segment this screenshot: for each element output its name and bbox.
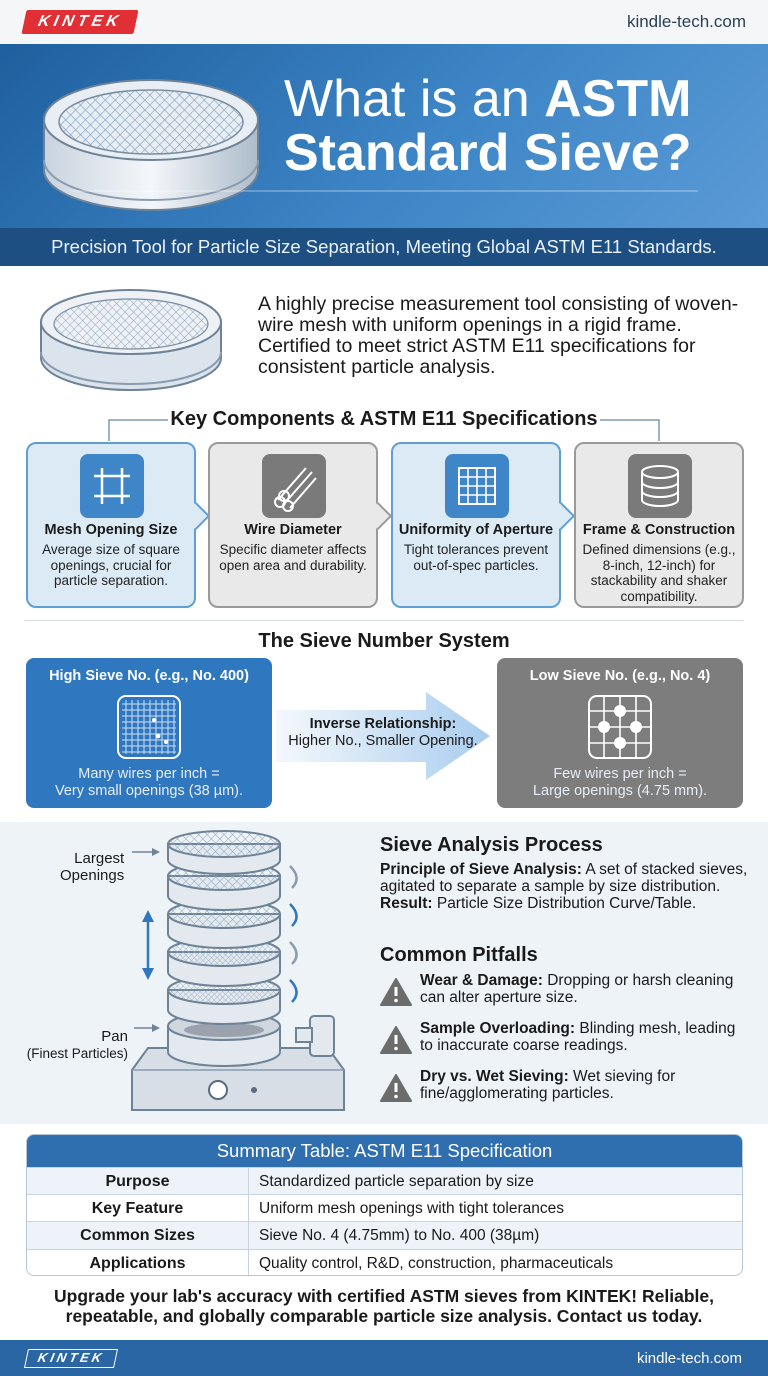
card-title: Wire Diameter	[244, 522, 342, 538]
low-sieve-title: Low Sieve No. (e.g., No. 4)	[529, 668, 711, 684]
card-description: Average size of square openings, crucial for particle separation.	[42, 542, 180, 588]
table-value: Uniform mesh openings with tight tolerances	[259, 1200, 564, 1218]
table-row	[27, 1194, 742, 1221]
largest-openings-label: Largest Openings	[60, 850, 125, 884]
high-sieve-box	[26, 658, 272, 808]
warning-icon	[380, 1026, 412, 1054]
high-sieve-title: High Sieve No. (e.g., No. 400)	[49, 668, 249, 684]
mesh-square-icon	[80, 454, 144, 518]
grid-icon	[445, 454, 509, 518]
intro-text: A highly precise measurement tool consisting of woven-wire mesh with uniform openings in a rigid frame. Certified to meet strict ASTM E11 specifications for consistent particle analysis.	[258, 293, 739, 378]
component-card	[26, 442, 196, 608]
warning-icon	[380, 1074, 412, 1102]
table-key: Applications	[27, 1250, 249, 1276]
call-to-action: Upgrade your lab's accuracy with certified ASTM sieves from KINTEK! Reliable, repeatable, and globally comparable particle size analysis. Contact us today.	[54, 1286, 714, 1326]
sieve-icon	[36, 282, 226, 402]
kintek-logo[interactable]: KINTEK	[21, 10, 138, 34]
process-result: Result: Particle Size Distribution Curve/Table.	[380, 895, 697, 912]
pitfall-item: Wear & Damage: Dropping or harsh cleaning can alter aperture size.	[380, 972, 750, 1006]
process-text	[380, 834, 750, 912]
footer-bar	[0, 1340, 768, 1376]
hero-subtitle: Precision Tool for Particle Size Separation, Meeting Global ASTM E11 Standards.	[0, 228, 768, 266]
footer-website-link[interactable]: kindle-tech.com	[636, 1350, 742, 1367]
wire-bundle-icon	[262, 454, 326, 518]
pitfalls-heading: Common Pitfalls	[380, 944, 538, 966]
number-system-title: The Sieve Number System	[258, 630, 510, 652]
fine-mesh-icon	[114, 692, 184, 762]
inverse-relationship-label: Inverse Relationship: Higher No., Smaller Opening.	[288, 716, 478, 749]
low-sieve-box	[497, 658, 743, 808]
table-value: Quality control, R&D, construction, pharmaceuticals	[259, 1254, 614, 1272]
warning-icon	[380, 978, 412, 1006]
card-title: Mesh Opening Size	[44, 522, 178, 538]
table-key: Key Feature	[27, 1195, 249, 1221]
sieve-illustration-icon	[36, 60, 266, 228]
pan-label: Pan (Finest Particles)	[26, 1028, 128, 1061]
card-description: Tight tolerances prevent out-of-spec particles.	[403, 542, 549, 573]
component-card	[391, 442, 561, 608]
high-sieve-desc: Many wires per inch = Very small openings (38 µm).	[54, 766, 244, 799]
pitfall-item: Dry vs. Wet Sieving: Wet sieving for fine/agglomerating particles.	[380, 1068, 750, 1102]
components-title: Key Components & ASTM E11 Specifications	[170, 408, 598, 430]
process-title: Sieve Analysis Process	[380, 834, 603, 856]
summary-table	[26, 1134, 743, 1276]
component-card	[208, 442, 378, 608]
card-description: Defined dimensions (e.g., 8-inch, 12-inch) for stackability and shaker compatibility.	[582, 542, 736, 604]
table-key: Common Sizes	[27, 1222, 249, 1248]
sieve-stack-illustration	[118, 830, 368, 1120]
card-title: Frame & Construction	[582, 522, 736, 538]
table-row	[27, 1167, 742, 1194]
table-value: Sieve No. 4 (4.75mm) to No. 400 (38µm)	[259, 1227, 540, 1245]
card-title: Uniformity of Aperture	[398, 522, 554, 538]
table-value: Standardized particle separation by size	[259, 1173, 534, 1190]
summary-table-title: Summary Table: ASTM E11 Specification	[27, 1135, 742, 1167]
hero-title: What is an ASTM Standard Sieve?	[284, 70, 692, 182]
section-bracket	[108, 418, 660, 442]
low-sieve-desc: Few wires per inch = Large openings (4.75 mm).	[532, 766, 708, 799]
table-row	[27, 1221, 742, 1248]
hero-divider	[73, 190, 698, 192]
section-divider	[24, 620, 744, 621]
component-card	[574, 442, 744, 608]
website-link[interactable]: kindle-tech.com	[626, 12, 746, 31]
card-description: Specific diameter affects open area and durability.	[219, 542, 367, 573]
table-row	[27, 1249, 742, 1276]
process-principle: Principle of Sieve Analysis: A set of stacked sieves, agitated to separate a sample by size distribution.	[380, 861, 748, 895]
hero-banner	[0, 44, 768, 228]
table-key: Purpose	[27, 1168, 249, 1194]
pitfall-item: Sample Overloading: Blinding mesh, leading to inaccurate coarse readings.	[380, 1020, 750, 1054]
top-bar	[0, 0, 768, 44]
sieve-stack-icon	[628, 454, 692, 518]
coarse-mesh-icon	[585, 692, 655, 762]
footer-logo[interactable]: KINTEK	[24, 1349, 118, 1368]
